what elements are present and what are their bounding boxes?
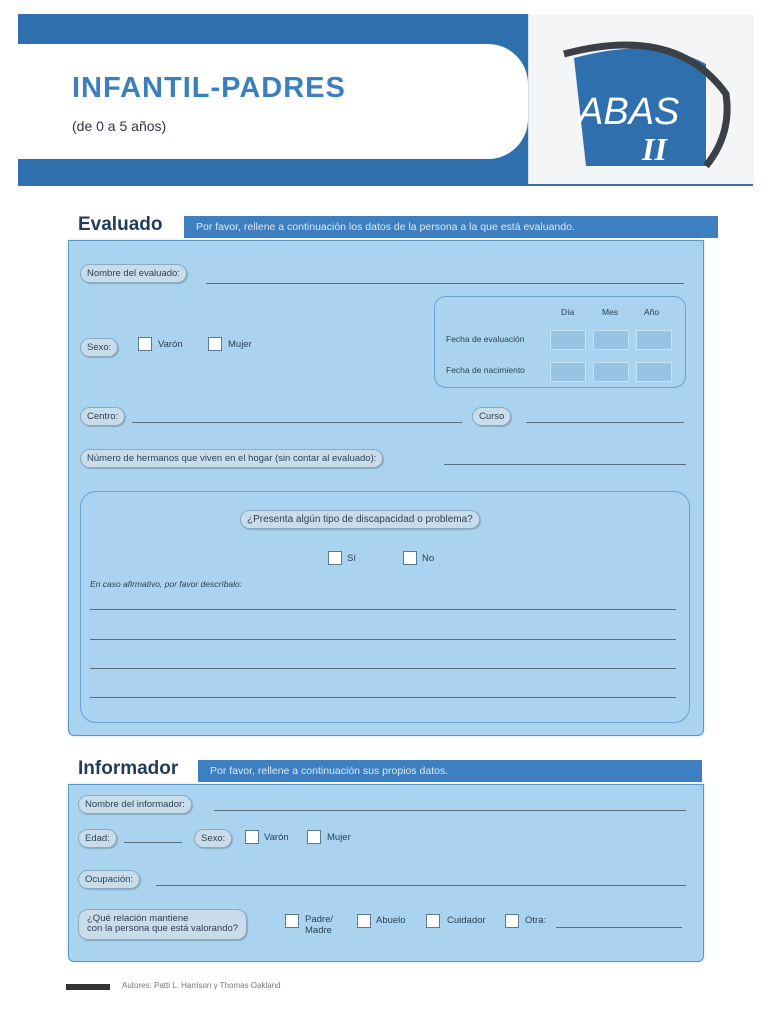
- relacion-label-line1: ¿Qué relación mantiene: [87, 913, 189, 924]
- fecha-nacimiento-dia-field[interactable]: [550, 362, 586, 382]
- curso-label: Curso: [472, 407, 511, 426]
- cuidador-checkbox[interactable]: [426, 914, 440, 928]
- date-header-mes: Mes: [602, 307, 619, 317]
- date-header-dia: Día: [561, 307, 575, 317]
- describe-label: En caso afirmativo, por favor descríbalo:: [90, 579, 243, 589]
- varon-evaluado-label: Varón: [158, 339, 183, 350]
- informador-instruction-bar: Por favor, rellene a continuación sus propios datos.: [198, 760, 702, 782]
- fecha-evaluacion-ano-field[interactable]: [636, 330, 672, 350]
- varon-evaluado-checkbox[interactable]: [138, 337, 152, 351]
- fecha-evaluacion-label: Fecha de evaluación: [446, 334, 525, 344]
- edad-label: Edad:: [78, 829, 117, 848]
- nombre-evaluado-field[interactable]: [206, 283, 684, 284]
- fecha-nacimiento-label: Fecha de nacimiento: [446, 365, 525, 375]
- evaluado-instruction-bar: Por favor, rellene a continuación los datos de la persona a la que está evaluando.: [184, 216, 718, 238]
- ocupacion-label: Ocupación:: [78, 870, 140, 889]
- abuelo-checkbox[interactable]: [357, 914, 371, 928]
- otra-field[interactable]: [556, 927, 682, 928]
- ocupacion-field[interactable]: [156, 885, 686, 886]
- mujer-evaluado-checkbox[interactable]: [208, 337, 222, 351]
- logo-numeral: II: [642, 131, 667, 167]
- no-checkbox[interactable]: [403, 551, 417, 565]
- nombre-informador-field[interactable]: [214, 810, 686, 811]
- hermanos-label: Número de hermanos que viven en el hogar (sin contar al evaluado):: [80, 449, 383, 468]
- centro-field[interactable]: [132, 422, 462, 423]
- describe-line-4[interactable]: [90, 697, 676, 698]
- header-divider: [528, 184, 753, 186]
- informador-section-title: Informador: [70, 756, 186, 782]
- sexo-evaluado-label: Sexo:: [80, 338, 118, 357]
- edad-field[interactable]: [124, 842, 182, 843]
- date-header-ano: Año: [644, 307, 660, 317]
- evaluado-section-title: Evaluado: [70, 212, 170, 238]
- mujer-informador-label: Mujer: [327, 832, 351, 843]
- varon-informador-label: Varón: [264, 832, 289, 843]
- nombre-evaluado-label: Nombre del evaluado:: [80, 264, 187, 283]
- padre-label-line2: Madre: [305, 925, 332, 937]
- discapacidad-question: ¿Presenta algún tipo de discapacidad o problema?: [240, 510, 480, 529]
- fecha-evaluacion-dia-field[interactable]: [550, 330, 586, 350]
- padre-label: [305, 914, 333, 937]
- centro-label: Centro:: [80, 407, 125, 426]
- describe-line-1[interactable]: [90, 609, 676, 610]
- fecha-nacimiento-mes-field[interactable]: [593, 362, 629, 382]
- logo-text: ABAS: [578, 91, 680, 133]
- relacion-label-line2: con la persona que está valorando?: [87, 923, 239, 935]
- si-checkbox[interactable]: [328, 551, 342, 565]
- hermanos-field[interactable]: [444, 464, 686, 465]
- fecha-evaluacion-mes-field[interactable]: [593, 330, 629, 350]
- describe-line-2[interactable]: [90, 639, 676, 640]
- fecha-nacimiento-ano-field[interactable]: [636, 362, 672, 382]
- otra-label: Otra:: [525, 915, 547, 926]
- cuidador-label: Cuidador: [447, 915, 486, 926]
- varon-informador-checkbox[interactable]: [245, 830, 259, 844]
- relacion-label: [78, 909, 247, 940]
- sexo-informador-label: Sexo:: [194, 829, 232, 848]
- describe-line-3[interactable]: [90, 668, 676, 669]
- otra-checkbox[interactable]: [505, 914, 519, 928]
- padre-checkbox[interactable]: [285, 914, 299, 928]
- mujer-informador-checkbox[interactable]: [307, 830, 321, 844]
- footer-authors: Autores: Patti L. Harrison y Thomas Oakland: [122, 981, 281, 990]
- si-label: Sí: [347, 553, 356, 564]
- curso-field[interactable]: [526, 422, 684, 423]
- page-title: INFANTIL-PADRES: [72, 72, 346, 104]
- page-subtitle: (de 0 a 5 años): [72, 118, 167, 134]
- nombre-informador-label: Nombre del informador:: [78, 795, 192, 814]
- mujer-evaluado-label: Mujer: [228, 339, 252, 350]
- abas-logo: [556, 34, 736, 174]
- footer-mark: [66, 984, 110, 990]
- no-label: No: [422, 553, 435, 564]
- abuelo-label: Abuelo: [376, 915, 406, 926]
- padre-label-line1: Padre/: [305, 914, 333, 925]
